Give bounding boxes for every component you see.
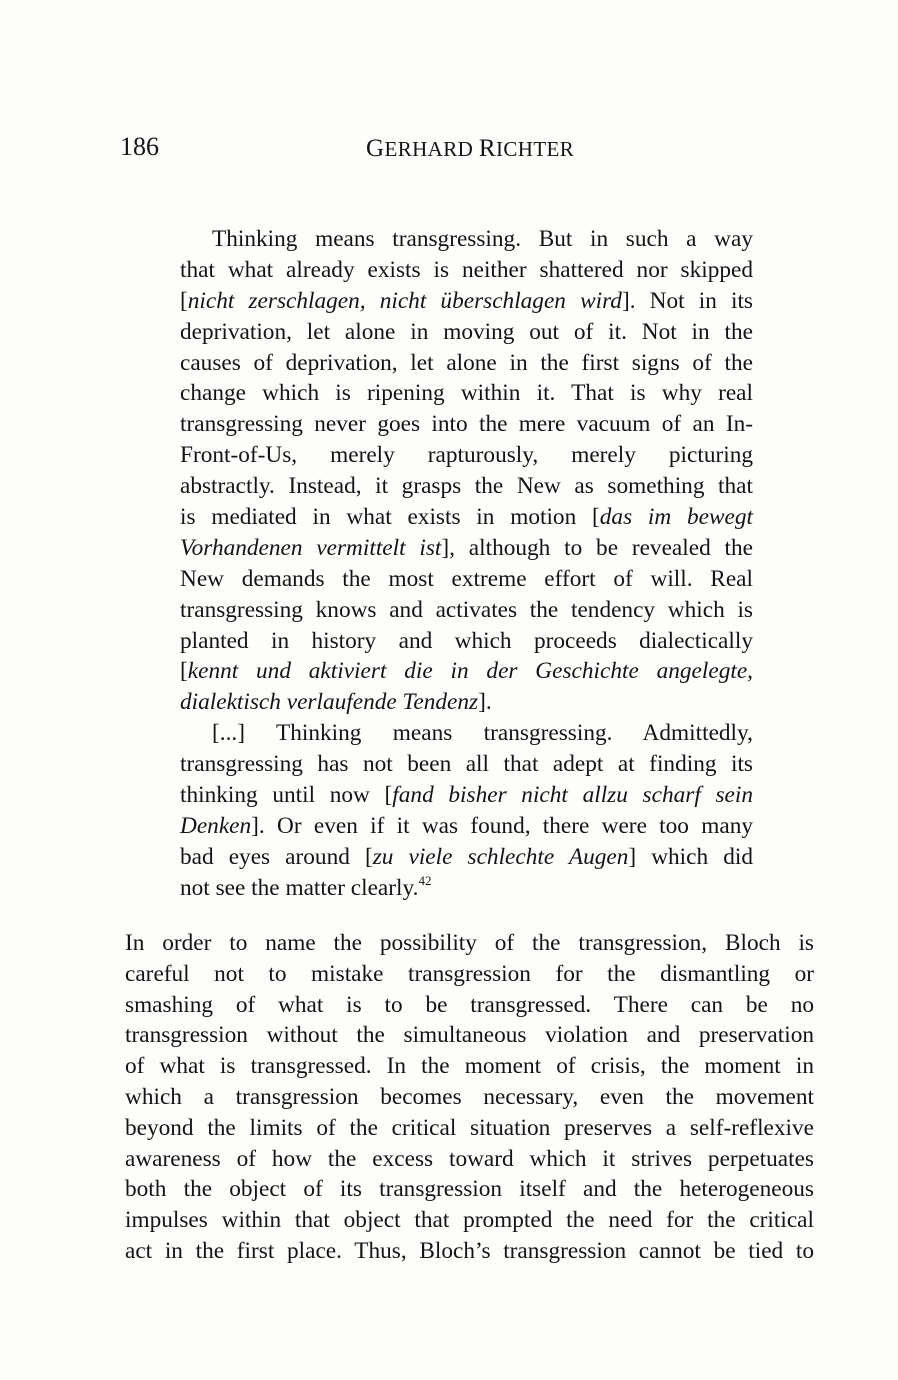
- quote-text: not see the matter clearly.: [180, 874, 419, 901]
- quote-line: [180, 348, 753, 379]
- quote-text: transgressing has not been all that adept at finding its: [180, 751, 753, 778]
- quote-text: ], although to be revealed the: [441, 534, 753, 561]
- quote-text: is mediated in what exists in motion [: [180, 504, 600, 531]
- quote-italic-text: das im bewegt: [599, 504, 753, 531]
- quote-text: [: [180, 658, 188, 685]
- quote-text: causes of deprivation, let alone in the first signs of the: [180, 349, 753, 376]
- quote-line: [180, 224, 753, 255]
- body-line: beyond the limits of the critical situation preserves a self-reflexive: [125, 1114, 814, 1141]
- quote-line: [180, 378, 753, 409]
- quote-italic-text: Denken: [180, 812, 252, 839]
- quote-line: [180, 317, 753, 348]
- body-paragraph: [125, 928, 814, 1267]
- quote-line: [180, 718, 753, 749]
- body-line: act in the first place. Thus, Bloch’s transgression cannot be tied to: [125, 1237, 814, 1264]
- quote-text: ]. Not in its: [621, 287, 754, 314]
- quote-text: thinking until now [: [180, 782, 393, 809]
- quote-text: change which is ripening within it. That is why real: [180, 380, 753, 407]
- quote-line: [180, 409, 753, 440]
- quote-line: [180, 687, 753, 718]
- quote-text: Thinking means transgressing. But in such a way: [212, 226, 753, 252]
- quote-line: [180, 749, 753, 780]
- quote-line: [180, 440, 753, 471]
- quote-text: that what already exists is neither shattered nor skipped: [180, 256, 753, 283]
- body-line: awareness of how the excess toward which it strives perpetuates: [125, 1145, 814, 1172]
- quote-text: transgressing never goes into the mere vacuum of an In-: [180, 411, 753, 438]
- body-line: which a transgression becomes necessary, even the movement: [125, 1083, 814, 1110]
- body-line: In order to name the possibility of the transgression, Bloch is: [125, 930, 814, 956]
- page-header: [120, 131, 820, 163]
- quote-line: [180, 626, 753, 657]
- quote-line: [180, 286, 753, 317]
- quote-line: [180, 502, 753, 533]
- quote-line: [180, 595, 753, 626]
- quote-text: [...] Thinking means transgressing. Admittedly,: [212, 720, 753, 747]
- quote-text: ]. Or even if it was found, there were too many: [251, 812, 753, 839]
- quote-line: [180, 873, 753, 904]
- quote-italic-text: dialektisch verlaufende Tendenz: [180, 689, 479, 716]
- quote-text: ].: [478, 689, 492, 716]
- quote-text: transgressing knows and activates the tendency which is: [180, 596, 753, 623]
- quote-italic-text: fand bisher nicht allzu scharf sein: [392, 782, 753, 809]
- quote-line: [180, 533, 753, 564]
- running-head-rest: ERHARD: [384, 137, 474, 161]
- quote-text: planted in history and which proceeds dialectically: [180, 627, 753, 654]
- quote-text: New demands the most extreme effort of will. Real: [180, 565, 753, 592]
- quote-text: abstractly. Instead, it grasps the New as something that: [180, 473, 753, 500]
- quote-text: deprivation, let alone in moving out of it. Not in the: [180, 318, 753, 345]
- quote-line: [180, 471, 753, 502]
- block-quote: [180, 224, 753, 904]
- quote-text: Front-of-Us, merely rapturously, merely picturing: [180, 442, 753, 469]
- body-line: transgression without the simultaneous violation and preservation: [125, 1022, 814, 1049]
- body-line: impulses within that object that prompted the need for the critical: [125, 1207, 814, 1234]
- quote-italic-text: zu viele schlechte Augen: [372, 843, 629, 870]
- quote-italic-text: kennt und aktiviert die in der Geschichte angelegte,: [187, 658, 753, 685]
- quote-line: [180, 811, 753, 842]
- quote-line: [180, 842, 753, 873]
- quote-italic-text: Vorhandenen vermittelt ist: [180, 534, 442, 561]
- body-line: both the object of its transgression itself and the heterogeneous: [125, 1176, 814, 1203]
- running-head-rest: ICHTER: [495, 137, 575, 161]
- body-line: of what is transgressed. In the moment of crisis, the moment in: [125, 1053, 814, 1080]
- running-head: [366, 135, 574, 163]
- body-line: smashing of what is to be transgressed. There can be no: [125, 991, 814, 1018]
- quote-line: [180, 255, 753, 286]
- quote-italic-text: nicht zerschlagen, nicht überschlagen wird: [187, 287, 622, 314]
- quote-text: bad eyes around [: [180, 843, 373, 870]
- quote-text: ] which did: [628, 843, 753, 870]
- quote-text: [: [180, 287, 188, 314]
- quote-line: [180, 656, 753, 687]
- quote-line: [180, 780, 753, 811]
- page-number: 186: [120, 132, 159, 161]
- body-line: careful not to mistake transgression for the dismantling or: [125, 960, 814, 987]
- running-head-initial: R: [478, 135, 496, 162]
- footnote-marker: 42: [418, 872, 432, 888]
- running-head-initial: G: [366, 135, 385, 162]
- quote-line: [180, 564, 753, 595]
